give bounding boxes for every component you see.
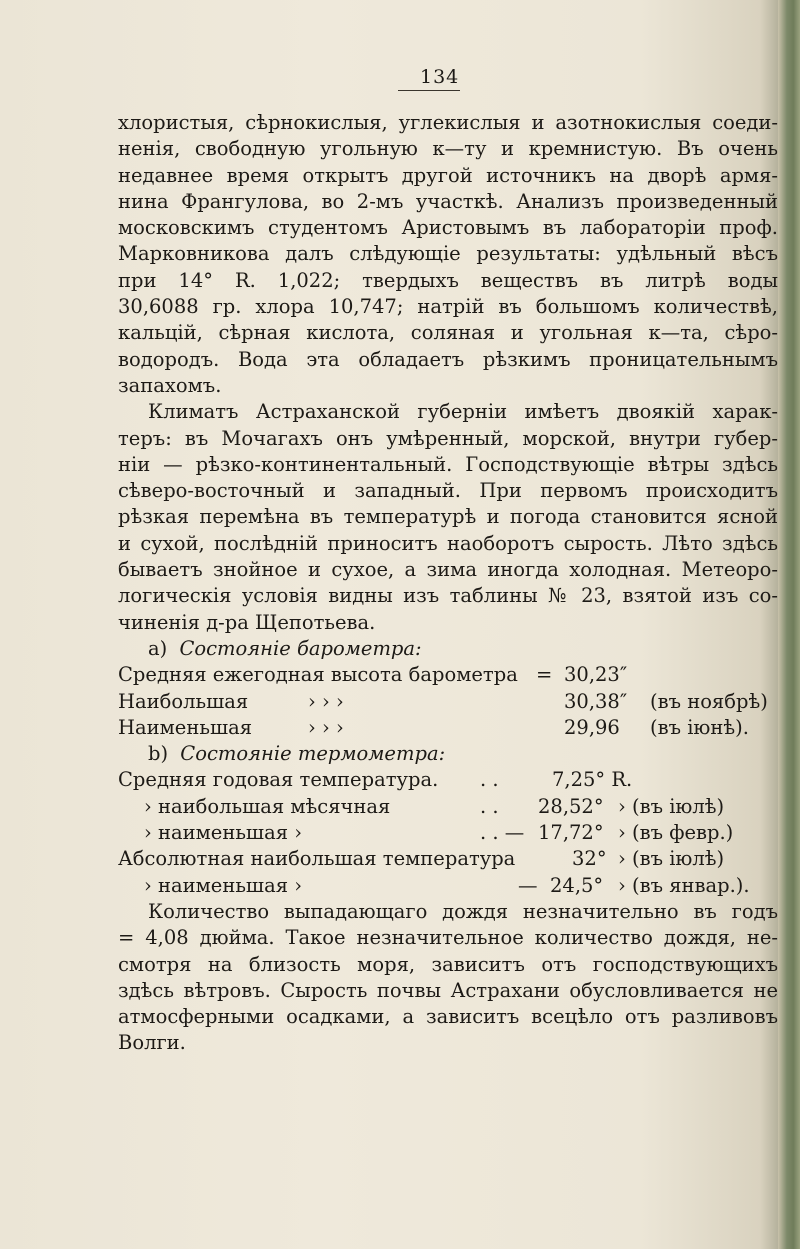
text-line: смотря на близость моря, зависитъ отъ господствующихъ <box>118 952 778 976</box>
row-value: 28,52° <box>538 794 604 818</box>
barometer-section <box>118 636 778 741</box>
section-title: Состояніе барометра: <box>179 636 422 660</box>
row-dots: — <box>518 873 538 897</box>
text-line: и сухой, послѣдній приноситъ наоборотъ сырость. Лѣто здѣсь <box>118 531 778 555</box>
header-rule <box>398 90 460 91</box>
table-row <box>118 794 778 820</box>
text-line: здѣсь вѣтровъ. Сырость почвы Астрахани обусловливается не <box>118 978 778 1002</box>
row-ditto: › › › <box>308 715 344 739</box>
row-label: Средняя годовая температура. <box>118 768 439 792</box>
row-value: 32° <box>572 847 607 871</box>
row-dots: . . <box>480 768 499 792</box>
text-line: ненія, свободную угольную к—ту и кремнистую. Въ очень <box>118 137 778 161</box>
section-heading <box>118 636 778 662</box>
text-line: бываетъ знойное и сухое, а зима иногда холодная. Метеоро- <box>118 558 778 582</box>
row-label: › наибольшая мѣсячная <box>144 794 391 818</box>
row-label: Абсолютная наибольшая температура <box>118 847 516 871</box>
page-number: 134 <box>420 66 460 88</box>
section-heading <box>118 741 778 767</box>
row-note: › (въ іюлѣ) <box>618 794 725 818</box>
paragraph-rainfall <box>118 899 778 1057</box>
text-line: ніи — рѣзко-континентальный. Господствующіе вѣтры здѣсь <box>118 452 778 476</box>
table-row <box>118 846 778 872</box>
text-line: сѣверо-восточный и западный. При первомъ происходитъ <box>118 479 778 503</box>
section-label: b) <box>148 742 169 766</box>
paragraph-mineral-source <box>118 110 778 399</box>
row-dots: . . <box>480 794 499 818</box>
text-line: Количество выпадающаго дождя незначительно въ годъ <box>148 899 778 923</box>
text-line: Марковникова далъ слѣдующіе результаты: удѣльный вѣсъ <box>118 242 778 266</box>
row-label: › наименьшая › <box>144 873 302 897</box>
section-label: a) <box>148 636 168 660</box>
row-note: (въ ноябрѣ) <box>650 689 768 713</box>
table-row <box>118 662 778 688</box>
row-label: Средняя ежегодная высота барометра <box>118 663 518 687</box>
row-note: (въ іюнѣ). <box>650 715 749 739</box>
row-dots: . . — <box>480 821 525 845</box>
text-line: недавнее время открытъ другой источникъ на дворѣ армя- <box>118 163 778 187</box>
row-value: 24,5° <box>550 873 604 897</box>
row-equals: = <box>536 663 553 687</box>
paragraph-climate <box>118 399 778 636</box>
row-note: › (въ іюлѣ) <box>618 847 725 871</box>
section-title: Состояніе термометра: <box>180 742 446 766</box>
row-value: 7,25° R. <box>552 768 633 792</box>
row-value: 29,96 <box>564 715 620 739</box>
text-line: атмосферными осадками, а зависитъ всецѣло отъ разливовъ <box>118 1005 778 1029</box>
text-line: 30,6088 гр. хлора 10,747; натрій въ большомъ количествѣ, <box>118 295 778 319</box>
text-line: Волги. <box>118 1031 186 1055</box>
text-line: рѣзкая перемѣна въ температурѣ и погода становится ясной <box>118 505 778 529</box>
row-label: Наименьшая <box>118 715 253 739</box>
table-row <box>118 873 778 899</box>
row-note: › (въ январ.). <box>618 873 750 897</box>
page-edge <box>778 0 800 1249</box>
table-row <box>118 820 778 846</box>
body-text <box>118 110 778 1057</box>
row-label: › наименьшая › <box>144 821 302 845</box>
text-line: запахомъ. <box>118 373 222 397</box>
row-value: 30,23″ <box>564 663 628 687</box>
row-value: 17,72° <box>538 821 604 845</box>
text-line: хлористыя, сѣрнокислыя, углекислыя и азотнокислыя соеди- <box>118 111 778 134</box>
row-note: › (въ февр.) <box>618 821 734 845</box>
table-row <box>118 767 778 793</box>
thermometer-section <box>118 741 778 899</box>
text-line: нина Франгулова, во 2-мъ участкѣ. Анализъ произведенный <box>118 189 778 213</box>
text-line: московскимъ студентомъ Аристовымъ въ лабораторіи проф. <box>118 216 778 240</box>
row-label: Наибольшая <box>118 689 249 713</box>
text-line: теръ: въ Мочагахъ онъ умѣренный, морской, внутри губер- <box>118 426 778 450</box>
text-line: Климатъ Астраханской губерніи имѣетъ двоякій харак- <box>148 400 778 424</box>
row-ditto: › › › <box>308 689 344 713</box>
text-line: = 4,08 дюйма. Такое незначительное количество дождя, не- <box>118 926 778 950</box>
text-line: при 14° R. 1,022; твердыхъ веществъ въ литрѣ воды <box>118 268 778 292</box>
table-row <box>118 715 778 741</box>
text-line: логическія условія видны изъ таблины № 23, взятой изъ со- <box>118 584 778 608</box>
text-line: чиненія д-ра Щепотьева. <box>118 610 376 634</box>
text-line: кальцій, сѣрная кислота, соляная и угольная к—та, сѣро- <box>118 321 778 345</box>
table-row <box>118 689 778 715</box>
text-line: водородъ. Вода эта обладаетъ рѣзкимъ проницательнымъ <box>118 347 778 371</box>
row-value: 30,38″ <box>564 689 628 713</box>
